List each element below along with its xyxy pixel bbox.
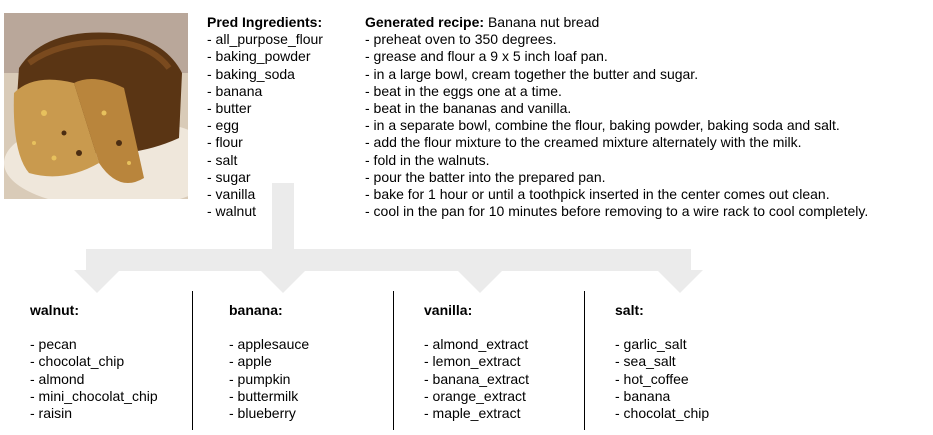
- ingredient-item: - vanilla: [207, 186, 256, 203]
- substitution-item: - mini_chocolat_chip: [30, 387, 158, 404]
- recipe-step: - beat in the bananas and vanilla.: [365, 100, 572, 117]
- column-divider: [584, 291, 585, 430]
- arrow-head-walnut: [74, 270, 120, 293]
- substitution-item: - almond: [30, 370, 85, 387]
- substitution-title: walnut:: [30, 302, 79, 318]
- substitution-title: banana:: [229, 302, 283, 318]
- recipe-step: - bake for 1 hour or until a toothpick inserted in the center comes out clean.: [365, 186, 830, 203]
- substitution-column-banana: [229, 302, 309, 422]
- pred-ingredients-title: Pred Ingredients:: [207, 14, 323, 30]
- substitution-item: - hot_coffee: [615, 370, 689, 387]
- recipe-name: Banana nut bread: [484, 14, 600, 30]
- ingredient-item: - butter: [207, 100, 252, 117]
- recipe-step: - grease and flour a 9 x 5 inch loaf pan.: [365, 48, 608, 65]
- substitution-item: - raisin: [30, 405, 73, 422]
- substitution-item: - pecan: [30, 336, 77, 353]
- recipe-step: - pour the batter into the prepared pan.: [365, 168, 606, 185]
- arrow-stem: [272, 183, 294, 260]
- ingredient-item: - egg: [207, 117, 239, 134]
- substitution-column-salt: [615, 302, 709, 422]
- recipe-step: - cool in the pan for 10 minutes before removing to a wire rack to cool completely.: [365, 203, 869, 220]
- arrow-head-salt: [657, 270, 703, 293]
- recipe-step: - preheat oven to 350 degrees.: [365, 31, 557, 48]
- substitution-column-vanilla: [424, 302, 529, 422]
- substitution-item: - banana: [615, 387, 671, 404]
- substitution-item: - blueberry: [229, 405, 296, 422]
- recipe-step: - beat in the eggs one at a time.: [365, 82, 562, 99]
- substitution-column-walnut: [30, 302, 158, 422]
- arrow-head-vanilla: [457, 270, 503, 293]
- substitution-title: vanilla:: [424, 302, 473, 318]
- recipe-step: - in a separate bowl, combine the flour, baking powder, baking soda and salt.: [365, 117, 840, 134]
- ingredient-item: - sugar: [207, 168, 251, 185]
- arrow-bar: [86, 249, 691, 271]
- substitution-item: - sea_salt: [615, 353, 676, 370]
- ingredient-item: - baking_soda: [207, 65, 295, 82]
- substitution-item: - almond_extract: [424, 336, 529, 353]
- column-divider: [393, 291, 394, 430]
- substitution-item: - banana_extract: [424, 370, 530, 387]
- ingredient-item: - baking_powder: [207, 48, 311, 65]
- substitution-item: - buttermilk: [229, 387, 299, 404]
- substitution-item: - orange_extract: [424, 387, 526, 404]
- substitution-item: - chocolat_chip: [30, 353, 125, 370]
- recipe-step: - add the flour mixture to the creamed mixture alternately with the milk.: [365, 134, 802, 151]
- substitution-item: - chocolat_chip: [615, 405, 710, 422]
- substitution-item: - applesauce: [229, 336, 310, 353]
- arrow-head-banana: [260, 270, 306, 293]
- substitution-title: salt:: [615, 302, 644, 318]
- substitution-item: - apple: [229, 353, 272, 370]
- recipe-label: Generated recipe:: [365, 14, 485, 30]
- ingredient-item: - salt: [207, 151, 238, 168]
- column-divider: [192, 291, 193, 430]
- substitution-item: - garlic_salt: [615, 336, 687, 353]
- ingredient-item: - flour: [207, 134, 243, 151]
- ingredient-item: - all_purpose_flour: [207, 31, 323, 48]
- ingredient-item: - banana: [207, 82, 263, 99]
- recipe-step: - in a large bowl, cream together the butter and sugar.: [365, 65, 699, 82]
- substitution-item: - pumpkin: [229, 370, 291, 387]
- substitution-item: - maple_extract: [424, 405, 521, 422]
- ingredient-item: - walnut: [207, 203, 257, 220]
- substitution-item: - lemon_extract: [424, 353, 521, 370]
- recipe-step: - fold in the walnuts.: [365, 151, 490, 168]
